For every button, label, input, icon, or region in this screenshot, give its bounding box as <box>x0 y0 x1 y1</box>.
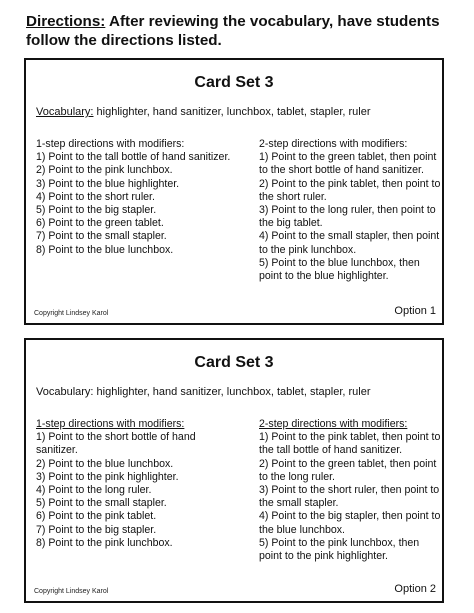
two-step-directions <box>259 138 443 283</box>
list-item: 3) Point to the pink highlighter. <box>36 470 179 483</box>
directions-text: After reviewing the vocabulary, have students follow the directions listed. <box>26 13 440 49</box>
directions-header <box>26 12 466 50</box>
list-item: 6) Point to the pink tablet. <box>36 510 157 523</box>
list-item: 4) Point to the short ruler. <box>36 190 155 203</box>
option-label: Option 1 <box>394 305 436 317</box>
option-label: Option 2 <box>394 583 436 595</box>
two-step-heading: 2-step directions with modifiers: <box>259 138 408 150</box>
list-item: 3) Point to the long ruler, then point to the big tablet. <box>259 204 436 230</box>
vocabulary-words: highlighter, hand sanitizer, lunchbox, tablet, stapler, ruler <box>93 106 371 118</box>
list-item: 7) Point to the big stapler. <box>36 523 157 536</box>
list-item: 5) Point to the pink lunchbox, then point to the pink highlighter. <box>259 536 420 563</box>
list-item: 3) Point to the short ruler, then point to the small stapler. <box>259 484 440 510</box>
vocabulary-line <box>36 385 436 399</box>
list-item: 2) Point to the blue lunchbox. <box>36 457 174 470</box>
list-item: 2) Point to the green tablet, then point to the long ruler. <box>259 457 437 483</box>
list-item: 1) Point to the pink tablet, then point to the tall bottle of hand sanitizer. <box>259 431 441 457</box>
list-item: 4) Point to the small stapler, then point to the pink lunchbox. <box>259 230 440 256</box>
vocabulary-line <box>36 105 436 119</box>
copyright-text: Copyright Lindsey Karol <box>34 310 109 317</box>
list-item: 8) Point to the pink lunchbox. <box>36 536 173 549</box>
one-step-heading: 1-step directions with modifiers: <box>36 138 185 150</box>
list-item: 5) Point to the small stapler. <box>36 497 167 510</box>
card-option-2 <box>24 338 444 603</box>
one-step-directions <box>36 138 236 257</box>
vocabulary-label: Vocabulary: <box>36 106 94 118</box>
card-title: Card Set 3 <box>194 74 274 91</box>
list-item: 3) Point to the blue highlighter. <box>36 177 180 190</box>
vocabulary-label: Vocabulary: <box>36 386 94 398</box>
one-step-directions <box>36 418 236 550</box>
list-item: 1) Point to the green tablet, then point to the short bottle of hand sanitizer. <box>259 151 437 177</box>
list-item: 1) Point to the short bottle of hand sanitizer. <box>36 431 196 457</box>
copyright-text: Copyright Lindsey Karol <box>34 588 109 595</box>
list-item: 4) Point to the big stapler, then point to the blue lunchbox. <box>259 510 441 536</box>
card-option-1 <box>24 58 444 325</box>
two-step-heading: 2-step directions with modifiers: <box>259 418 408 430</box>
list-item: 4) Point to the long ruler. <box>36 484 152 497</box>
list-item: 8) Point to the blue lunchbox. <box>36 243 174 256</box>
list-item: 1) Point to the tall bottle of hand sanitizer. <box>36 151 231 164</box>
vocabulary-words: highlighter, hand sanitizer, lunchbox, tablet, stapler, ruler <box>93 386 371 398</box>
two-step-directions <box>259 418 443 563</box>
one-step-heading: 1-step directions with modifiers: <box>36 418 185 430</box>
card-title: Card Set 3 <box>194 354 274 371</box>
list-item: 6) Point to the green tablet. <box>36 217 164 230</box>
list-item: 7) Point to the small stapler. <box>36 230 167 243</box>
list-item: 2) Point to the pink lunchbox. <box>36 164 173 177</box>
directions-label: Directions: <box>26 13 106 30</box>
list-item: 2) Point to the pink tablet, then point to the short ruler. <box>259 177 441 203</box>
list-item: 5) Point to the blue lunchbox, then point to the blue highlighter. <box>259 256 420 283</box>
list-item: 5) Point to the big stapler. <box>36 204 157 217</box>
